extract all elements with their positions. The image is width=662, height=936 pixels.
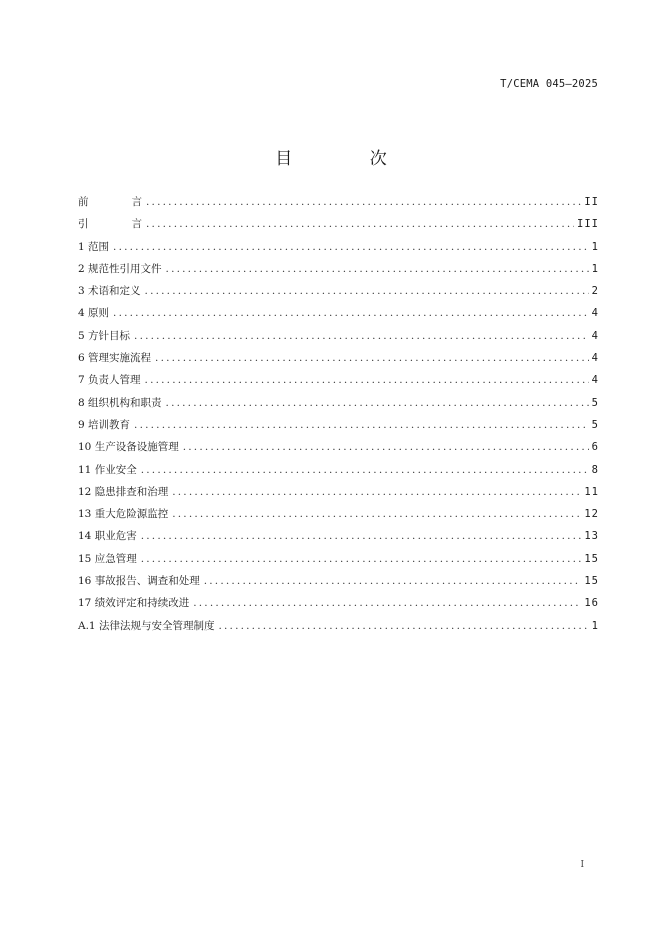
toc-entry-label: 11 作业安全: [78, 463, 137, 476]
toc-entry-page: 4: [591, 374, 599, 387]
table-of-contents: [78, 191, 599, 637]
dot-leader: [134, 325, 589, 347]
dot-leader: [145, 369, 589, 391]
dot-leader: [141, 548, 582, 570]
toc-label-char: 言: [131, 218, 142, 231]
dot-leader: [183, 436, 589, 458]
dot-leader: [113, 236, 589, 258]
toc-entry-page: 1: [591, 240, 599, 253]
toc-entry-11[interactable]: [78, 459, 599, 481]
toc-entry-10[interactable]: [78, 436, 599, 458]
toc-entry-label: 5 方针目标: [78, 329, 131, 342]
dot-leader: [218, 615, 588, 637]
dot-leader: [204, 570, 582, 592]
dot-leader: [145, 280, 589, 302]
toc-entry-page: 15: [584, 575, 599, 588]
page-number: I: [580, 860, 584, 870]
toc-entry-page: 4: [591, 352, 599, 365]
toc-entry-page: 11: [584, 485, 599, 498]
toc-entry-16[interactable]: [78, 570, 599, 592]
toc-entry-4[interactable]: [78, 302, 599, 324]
toc-entry-label: 9 培训教育: [78, 418, 131, 431]
toc-entry-page: 8: [591, 463, 599, 476]
toc-entry-page: 4: [591, 307, 599, 320]
dot-leader: [146, 191, 581, 213]
toc-entry-label: 7 负责人管理: [78, 374, 141, 387]
toc-entry-page: 6: [591, 441, 599, 454]
toc-entry-page: III: [577, 218, 599, 231]
toc-entry-page: 4: [591, 329, 599, 342]
toc-entry-12[interactable]: [78, 481, 599, 503]
toc-label-char: 言: [131, 196, 142, 208]
toc-label-char: 前: [78, 196, 89, 208]
toc-entry-page: 1: [591, 619, 599, 632]
dot-leader: [141, 525, 582, 547]
toc-entry-page: 2: [591, 285, 599, 298]
toc-entry-a1[interactable]: [78, 615, 599, 637]
toc-entry-label: 16 事故报告、调查和处理: [78, 575, 200, 588]
dot-leader: [113, 302, 589, 324]
dot-leader: [166, 258, 589, 280]
dot-leader: [193, 592, 581, 614]
toc-entry-7[interactable]: [78, 369, 599, 391]
toc-entry-label: 13 重大危险源监控: [78, 508, 169, 521]
toc-entry-label: [78, 191, 142, 213]
toc-entry-17[interactable]: [78, 592, 599, 614]
toc-entry-page: 5: [591, 396, 599, 409]
toc-entry-page: 16: [584, 597, 599, 610]
toc-entry-foreword[interactable]: [78, 191, 599, 213]
toc-entry-label: [78, 213, 142, 235]
toc-entry-5[interactable]: [78, 325, 599, 347]
toc-entry-6[interactable]: [78, 347, 599, 369]
toc-entry-label: 12 隐患排查和治理: [78, 485, 169, 498]
toc-entry-page: 15: [584, 552, 599, 565]
toc-entry-label: 10 生产设备设施管理: [78, 441, 179, 454]
toc-entry-label: 6 管理实施流程: [78, 352, 152, 365]
toc-entry-page: 1: [591, 262, 599, 275]
dot-leader: [141, 459, 589, 481]
toc-entry-page: II: [584, 196, 599, 208]
toc-label-char: 引: [78, 218, 89, 231]
dot-leader: [146, 213, 574, 235]
dot-leader: [155, 347, 589, 369]
dot-leader: [134, 414, 589, 436]
toc-entry-introduction[interactable]: [78, 213, 599, 235]
toc-entry-page: 5: [591, 418, 599, 431]
dot-leader: [172, 503, 581, 525]
toc-entry-label: 2 规范性引用文件: [78, 262, 162, 275]
toc-entry-13[interactable]: [78, 503, 599, 525]
dot-leader: [166, 392, 589, 414]
toc-entry-3[interactable]: [78, 280, 599, 302]
toc-entry-label: 4 原则: [78, 307, 110, 320]
toc-entry-label: 1 范围: [78, 240, 110, 253]
toc-entry-label: 14 职业危害: [78, 530, 137, 543]
toc-entry-8[interactable]: [78, 392, 599, 414]
toc-entry-9[interactable]: [78, 414, 599, 436]
toc-entry-label: 3 术语和定义: [78, 285, 141, 298]
toc-entry-label: A.1 法律法规与安全管理制度: [78, 619, 215, 632]
toc-entry-page: 12: [584, 508, 599, 521]
document-code: T/CEMA 045—2025: [500, 78, 598, 90]
toc-title: 目 次: [275, 149, 423, 169]
toc-entry-label: 8 组织机构和职责: [78, 396, 162, 409]
toc-entry-2[interactable]: [78, 258, 599, 280]
toc-entry-15[interactable]: [78, 548, 599, 570]
toc-entry-label: 15 应急管理: [78, 552, 137, 565]
toc-entry-page: 13: [584, 530, 599, 543]
dot-leader: [172, 481, 581, 503]
toc-entry-1[interactable]: [78, 236, 599, 258]
toc-entry-14[interactable]: [78, 525, 599, 547]
toc-entry-label: 17 绩效评定和持续改进: [78, 597, 190, 610]
